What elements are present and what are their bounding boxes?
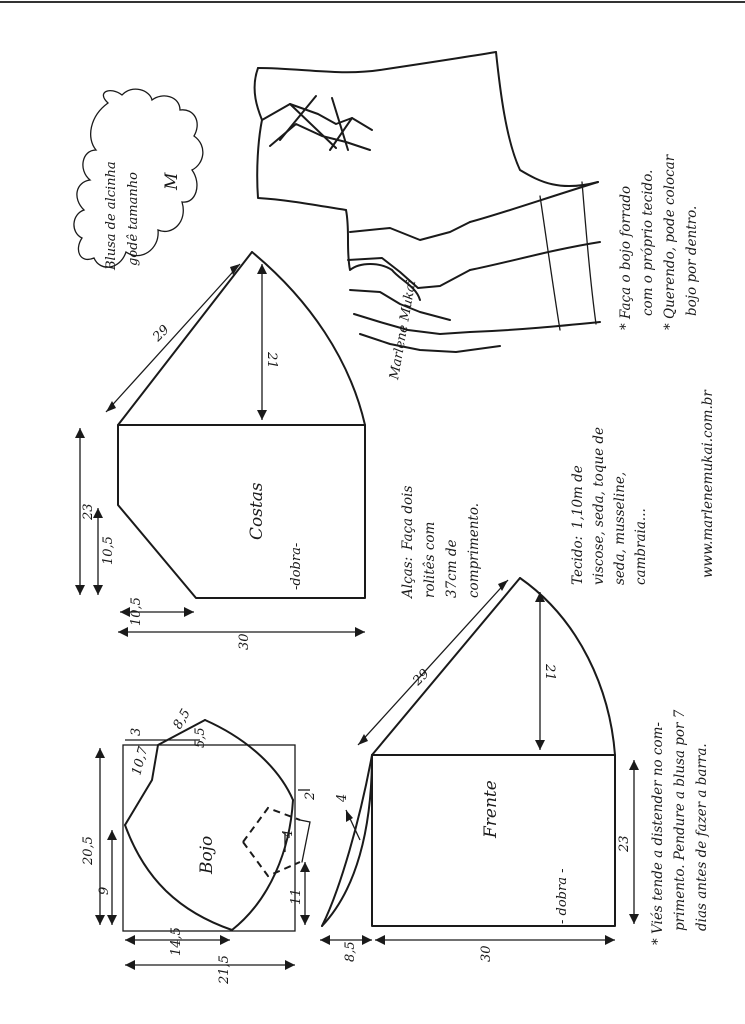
bojo-label: Bojo (197, 835, 217, 874)
bojo-dim-a: 3 (129, 727, 144, 736)
vies-note-line-2: primento. Pendure a blusa por 7 (672, 709, 688, 931)
frente-fold-label: - dobra - (555, 868, 570, 924)
frente-dim-diag: 29 (410, 666, 433, 689)
bojo-dim-i: 11 (289, 888, 304, 905)
costas-dim-width: 30 (237, 633, 252, 650)
costas-fold-label: -dobra- (289, 542, 304, 590)
bojo-dim-g: 20,5 (81, 836, 96, 865)
bojo-note-line-4: bojo por dentro. (684, 205, 700, 316)
tecido-line-3: seda, musseline, (612, 471, 628, 585)
frente-dim-width: 30 (479, 945, 494, 962)
bojo-note-line-3: * Querendo, pode colocar (662, 154, 678, 330)
bojo-note-line-2: com o próprio tecido. (640, 169, 656, 316)
alcas-label: Alças: (400, 556, 416, 598)
note-vies (650, 709, 710, 945)
bojo-dim-k: 21,5 (217, 955, 232, 984)
frente-dim-strap: 4 (335, 793, 350, 802)
frente-dim-neck: 8,5 (343, 941, 358, 962)
bojo-note-line-1: * Faça o bojo forrado (618, 185, 634, 330)
costas-label: Costas (247, 482, 267, 540)
bojo-dim-e: 2 (303, 791, 318, 800)
alcas-line-2: rolitês com (422, 521, 438, 598)
bojo-dim-d: 10,7 (129, 745, 152, 778)
bojo-dim-h: 9 (97, 886, 112, 895)
title-line-1: Blusa de alcinha (104, 161, 119, 270)
tecido-label: Tecido: (570, 535, 586, 585)
vies-note-line-3: dias antes de fazer a barra. (694, 743, 710, 931)
frente-dim-height: 21 (542, 664, 557, 681)
vies-note-line-1: * Viés tende a distender no com- (650, 722, 666, 945)
bojo-dim-c: 5,5 (193, 727, 208, 748)
tecido-line-4: cambraia... (633, 508, 649, 585)
tecido-line-2: viscose, seda, toque de (591, 426, 607, 585)
costas-dim-height: 21 (264, 352, 279, 369)
bojo-dim-b: 8,5 (170, 706, 194, 732)
bojo-dim-j: 14,5 (169, 927, 184, 956)
title-line-2: godê tamanho (126, 172, 141, 266)
costas-dim-neck-h: 10,5 (129, 597, 144, 626)
costas-dim-diag: 29 (150, 322, 173, 345)
title-size: M (162, 172, 182, 190)
website-url: www.marlenemukai.com.br (700, 390, 716, 578)
signature: Marlene Mukai (387, 278, 420, 381)
costas-dim-top: 23 (81, 503, 96, 520)
bojo-dim-f: 4 (281, 829, 296, 838)
costas-dim-neck-v: 10,5 (101, 536, 116, 565)
frente-label: Frente (481, 780, 501, 838)
frente-dim-side: 23 (617, 835, 632, 852)
alcas-line-3: 37cm de (444, 539, 460, 598)
alcas-line-4: comprimento. (466, 503, 482, 598)
tecido-line-1: 1,10m de (570, 465, 586, 529)
alcas-line-1: Faça dois (400, 485, 416, 550)
